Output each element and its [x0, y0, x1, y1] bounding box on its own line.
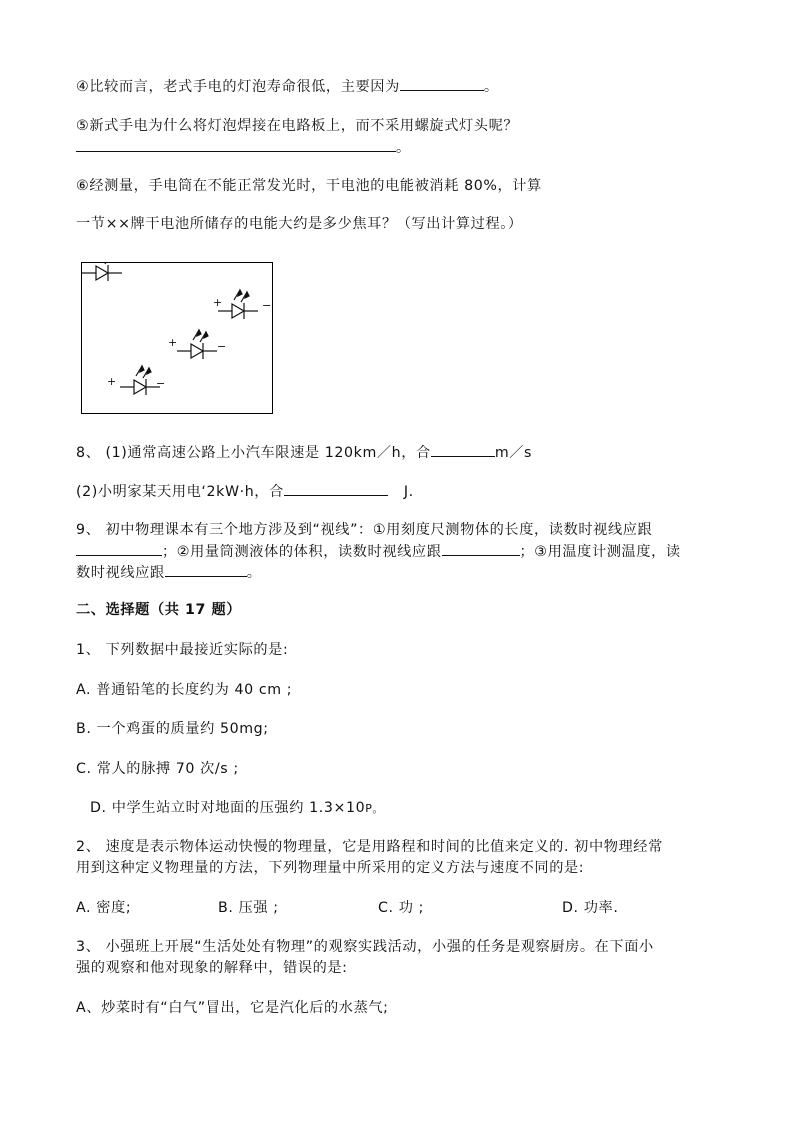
answer-blank[interactable] — [165, 562, 247, 577]
answer-blank[interactable] — [400, 76, 484, 91]
question-4-end: 。 — [483, 79, 499, 95]
question-9-line2 — [76, 541, 681, 562]
led-symbol — [82, 263, 122, 281]
plus-sign: + — [213, 296, 223, 309]
choice-1-option-a: A. 普通铅笔的长度约为 40 cm ; — [76, 682, 293, 698]
question-9-text-4: 数时视线应跟 — [76, 565, 165, 581]
question-8-unit-2: J. — [403, 484, 414, 500]
led-circuit-figure — [81, 262, 273, 414]
section-title: 二、选择题（共 17 题） — [76, 602, 242, 618]
choice-2-line2: 用到这种定义物理量的方法，下列物理量中所采用的定义方法与速度不同的是: — [76, 860, 585, 876]
question-8-text: 8、 (1)通常高速公路上小汽车限速是 120km／h，合 — [76, 445, 431, 461]
question-9-end: 。 — [246, 565, 262, 581]
plus-sign: + — [168, 336, 178, 349]
answer-blank[interactable] — [442, 541, 520, 556]
choice-2-option-b: B. 压强 ; — [218, 900, 279, 916]
question-5 — [76, 116, 518, 136]
choice-2-option-a: A. 密度; — [76, 900, 132, 916]
question-8-line1 — [76, 442, 532, 463]
answer-blank[interactable] — [76, 541, 162, 556]
question-5-end: 。 — [396, 140, 411, 156]
choice-3-option-a: A、炒菜时有“白气”冒出，它是汽化后的水蒸气; — [76, 1000, 389, 1016]
question-9-text-2: ；②用量筒测液体的体积，读数时视线应跟 — [162, 544, 442, 560]
choice-2-option-c: C. 功 ; — [378, 900, 425, 916]
led-symbol-3 — [120, 366, 160, 395]
minus-sign: − — [262, 299, 272, 312]
led-symbols-diagram — [82, 263, 272, 413]
question-4-text: ④比较而言，老式手电的灯泡寿命很低，主要因为 — [76, 79, 400, 95]
choice-1-option-d — [90, 798, 384, 819]
question-8-line2 — [76, 481, 414, 502]
answer-blank[interactable] — [76, 137, 396, 152]
answer-blank[interactable] — [284, 481, 388, 496]
question-6-line1: ⑥经测量，手电筒在不能正常发光时，干电池的电能被消耗 80%，计算 — [76, 178, 542, 194]
choice-1-option-d-text: D. 中学生站立时对地面的压强约 1.3×10 — [90, 800, 366, 816]
question-9-line3 — [76, 562, 262, 583]
choice-1-option-c: C. 常人的脉搏 70 次/s ; — [76, 761, 239, 777]
answer-blank[interactable] — [431, 442, 495, 457]
question-4 — [76, 76, 499, 97]
led-symbol-1 — [218, 290, 258, 319]
choice-1-option-d-unit: P。 — [365, 802, 385, 815]
minus-sign: − — [156, 377, 166, 390]
choice-1-option-b: B. 一个鸡蛋的质量约 50mg; — [76, 721, 269, 737]
question-8-unit: m／s — [494, 445, 533, 461]
led-symbol-2 — [177, 330, 217, 359]
minus-sign: − — [217, 340, 227, 353]
choice-2-line1: 2、 速度是表示物体运动快慢的物理量，它是用路程和时间的比值来定义的. 初中物理经常 — [76, 839, 663, 855]
choice-3-line2: 强的观察和他对现象的解释中，错误的是: — [76, 960, 348, 976]
choice-3-line1: 3、 小强班上开展“生活处处有物理”的观察实践活动，小强的任务是观察厨房。在下面小 — [76, 939, 654, 955]
question-5-answer-line — [76, 137, 411, 158]
question-6-line2: 一节××牌干电池所储存的电能大约是多少焦耳？（写出计算过程。） — [76, 216, 523, 232]
question-9-line1: 9、 初中物理课本有三个地方涉及到“视线”：①用刻度尺测物体的长度，读数时视线应跟 — [76, 522, 653, 538]
question-9-text-3: ；③用温度计测温度，读 — [519, 544, 681, 560]
question-5-text: ⑤新式手电为什么将灯泡焊接在电路板上，而不采用螺旋式灯头呢？ — [76, 118, 519, 134]
choice-1-stem: 1、 下列数据中最接近实际的是: — [76, 642, 289, 658]
plus-sign: + — [107, 375, 117, 388]
question-8-text-2: (2)小明家某天用电‘2kW·h，合 — [76, 484, 284, 500]
choice-2-option-d: D. 功率. — [562, 900, 619, 916]
